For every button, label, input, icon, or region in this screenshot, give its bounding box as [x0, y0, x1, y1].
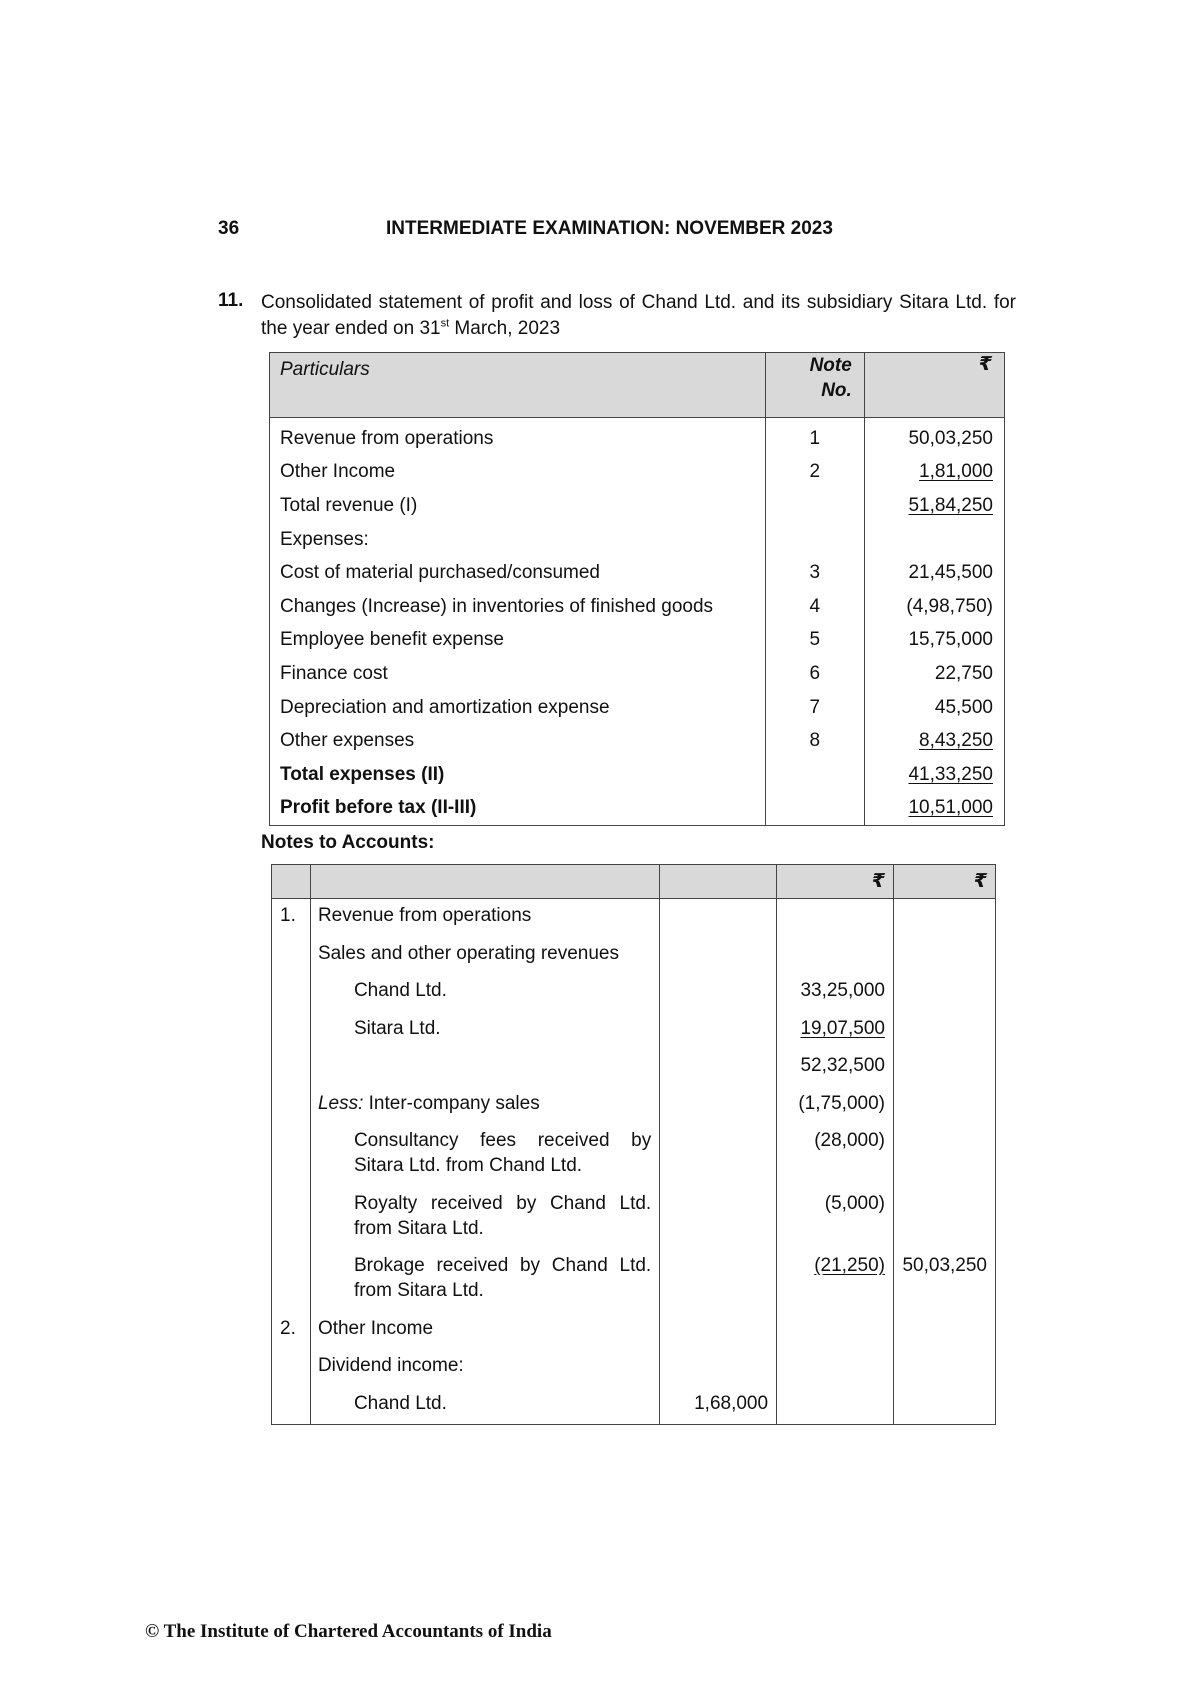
- table-row: Royalty received by Chand Ltd. from Sitara Ltd. (5,000): [272, 1187, 996, 1250]
- table-row: Employee benefit expense 5 15,75,000: [270, 624, 1005, 658]
- table-row: Less: Inter-company sales (1,75,000): [272, 1087, 996, 1125]
- table-row: 2. Other Income: [272, 1312, 996, 1350]
- col-amount: ₹: [864, 353, 1004, 418]
- table-row: Revenue from operations 1 50,03,250: [270, 418, 1005, 456]
- notes-table: [271, 864, 996, 1425]
- table-row: Depreciation and amortization expense 7 45,500: [270, 691, 1005, 725]
- exam-title: INTERMEDIATE EXAMINATION: NOVEMBER 2023: [386, 218, 833, 239]
- table-row: Sitara Ltd. 19,07,500: [272, 1012, 996, 1050]
- table-row: Profit before tax (II-III) 10,51,000: [270, 792, 1005, 826]
- table-row: 1. Revenue from operations: [272, 899, 996, 937]
- col-note: Note No.: [765, 353, 864, 418]
- table-row: Other expenses 8 8,43,250: [270, 724, 1005, 758]
- currency-header: ₹: [777, 865, 894, 899]
- table-row: Total revenue (I) 51,84,250: [270, 489, 1005, 523]
- table-row: Consultancy fees received by Sitara Ltd. from Chand Ltd. (28,000): [272, 1124, 996, 1187]
- profit-loss-table: [269, 352, 1005, 826]
- table-row: Sales and other operating revenues: [272, 937, 996, 975]
- table-row: Chand Ltd. 33,25,000: [272, 974, 996, 1012]
- table-row: Brokage received by Chand Ltd. from Sitara Ltd. (21,250) 50,03,250: [272, 1249, 996, 1312]
- table-row: Chand Ltd. 1,68,000: [272, 1387, 996, 1425]
- table-row: Total expenses (II) 41,33,250: [270, 758, 1005, 792]
- table-row: 52,32,500: [272, 1049, 996, 1087]
- table-row: Other Income 2 1,81,000: [270, 456, 1005, 490]
- table-row: Cost of material purchased/consumed 3 21,45,500: [270, 556, 1005, 590]
- page-number: 36: [218, 218, 240, 239]
- question-number: 11.: [218, 290, 244, 311]
- notes-heading: Notes to Accounts:: [261, 832, 435, 853]
- table-row: Expenses:: [270, 523, 1005, 557]
- copyright-footer: © The Institute of Chartered Accountants of India: [145, 1621, 552, 1642]
- table-row: Changes (Increase) in inventories of finished goods 4 (4,98,750): [270, 590, 1005, 624]
- question-text: Consolidated statement of profit and loss of Chand Ltd. and its subsidiary Sitara Ltd. for the year ended on 31st March, 2023: [261, 292, 1016, 339]
- currency-header: ₹: [893, 865, 995, 899]
- table-row: Finance cost 6 22,750: [270, 657, 1005, 691]
- col-particulars: Particulars: [270, 353, 766, 418]
- table-row: Dividend income:: [272, 1349, 996, 1387]
